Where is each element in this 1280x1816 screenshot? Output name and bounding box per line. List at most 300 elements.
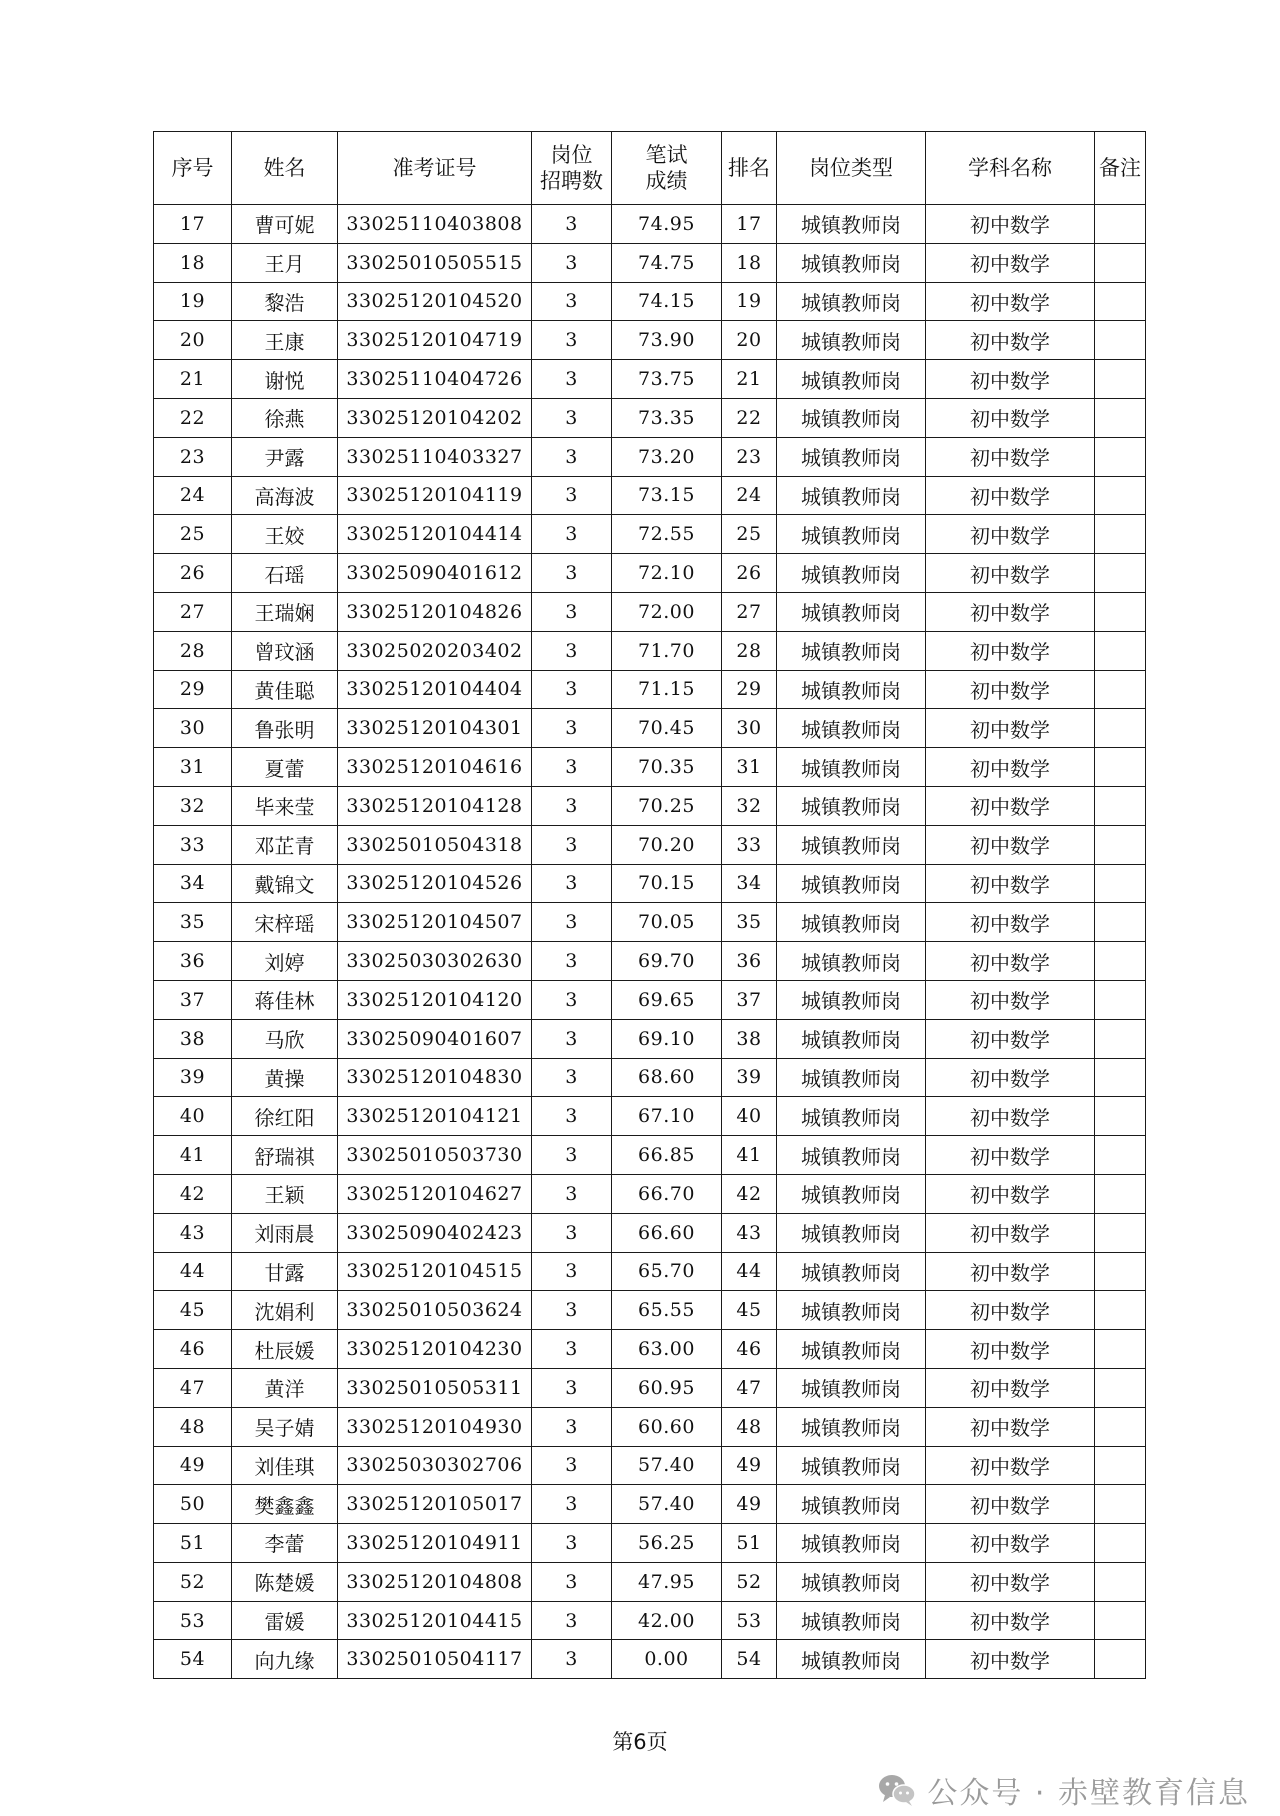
cell-post-type: 城镇教师岗 (777, 748, 926, 787)
cell-score: 70.45 (612, 709, 722, 748)
table-row (154, 1213, 1146, 1252)
table-row (154, 1174, 1146, 1213)
cell-subject: 初中数学 (926, 243, 1095, 282)
cell-seq: 38 (154, 1019, 232, 1058)
table-row (154, 437, 1146, 476)
cell-quota: 3 (532, 1136, 612, 1175)
cell-seq: 35 (154, 903, 232, 942)
cell-quota: 3 (532, 786, 612, 825)
cell-name: 王康 (232, 321, 338, 360)
cell-score: 73.20 (612, 437, 722, 476)
cell-seq: 52 (154, 1562, 232, 1601)
cell-score: 72.00 (612, 592, 722, 631)
cell-score: 66.70 (612, 1174, 722, 1213)
cell-seq: 24 (154, 476, 232, 515)
cell-quota: 3 (532, 1252, 612, 1291)
cell-ticket: 33025110404726 (338, 360, 532, 399)
cell-quota: 3 (532, 243, 612, 282)
cell-subject: 初中数学 (926, 1524, 1095, 1563)
cell-subject: 初中数学 (926, 748, 1095, 787)
cell-seq: 30 (154, 709, 232, 748)
cell-name: 甘露 (232, 1252, 338, 1291)
cell-ticket: 33025120104121 (338, 1097, 532, 1136)
cell-subject: 初中数学 (926, 1407, 1095, 1446)
cell-rank: 51 (722, 1524, 777, 1563)
cell-name: 向九缘 (232, 1640, 338, 1679)
header-rank: 排名 (722, 132, 777, 205)
cell-remark (1095, 205, 1146, 244)
cell-remark (1095, 942, 1146, 981)
cell-subject: 初中数学 (926, 864, 1095, 903)
cell-post-type: 城镇教师岗 (777, 670, 926, 709)
table-row (154, 1252, 1146, 1291)
cell-remark (1095, 476, 1146, 515)
cell-quota: 3 (532, 942, 612, 981)
cell-score: 70.25 (612, 786, 722, 825)
cell-rank: 33 (722, 825, 777, 864)
cell-quota: 3 (532, 205, 612, 244)
cell-post-type: 城镇教师岗 (777, 1485, 926, 1524)
cell-score: 73.75 (612, 360, 722, 399)
table-row (154, 1019, 1146, 1058)
cell-name: 刘婷 (232, 942, 338, 981)
cell-seq: 40 (154, 1097, 232, 1136)
table-row (154, 631, 1146, 670)
cell-rank: 48 (722, 1407, 777, 1446)
cell-remark (1095, 321, 1146, 360)
cell-remark (1095, 709, 1146, 748)
cell-rank: 25 (722, 515, 777, 554)
cell-quota: 3 (532, 748, 612, 787)
cell-seq: 50 (154, 1485, 232, 1524)
cell-subject: 初中数学 (926, 1136, 1095, 1175)
cell-rank: 54 (722, 1640, 777, 1679)
cell-ticket: 33025030302706 (338, 1446, 532, 1485)
cell-rank: 22 (722, 398, 777, 437)
cell-subject: 初中数学 (926, 437, 1095, 476)
cell-subject: 初中数学 (926, 554, 1095, 593)
cell-quota: 3 (532, 1640, 612, 1679)
cell-remark (1095, 903, 1146, 942)
table-row (154, 554, 1146, 593)
cell-name: 沈娟利 (232, 1291, 338, 1330)
cell-score: 70.20 (612, 825, 722, 864)
cell-rank: 44 (722, 1252, 777, 1291)
cell-remark (1095, 1019, 1146, 1058)
cell-name: 曹可妮 (232, 205, 338, 244)
page-number: 第6页 (612, 1730, 668, 1754)
watermark (877, 1768, 1250, 1812)
cell-name: 李蕾 (232, 1524, 338, 1563)
cell-remark (1095, 1291, 1146, 1330)
cell-ticket: 33025120104404 (338, 670, 532, 709)
cell-subject: 初中数学 (926, 321, 1095, 360)
cell-ticket: 33025010503730 (338, 1136, 532, 1175)
cell-quota: 3 (532, 1058, 612, 1097)
cell-score: 74.95 (612, 205, 722, 244)
cell-rank: 43 (722, 1213, 777, 1252)
cell-subject: 初中数学 (926, 980, 1095, 1019)
cell-name: 王姣 (232, 515, 338, 554)
cell-seq: 54 (154, 1640, 232, 1679)
cell-name: 曾玟涵 (232, 631, 338, 670)
cell-score: 69.65 (612, 980, 722, 1019)
cell-post-type: 城镇教师岗 (777, 980, 926, 1019)
cell-name: 黄操 (232, 1058, 338, 1097)
cell-ticket: 33025120104120 (338, 980, 532, 1019)
cell-score: 74.15 (612, 282, 722, 321)
cell-score: 71.70 (612, 631, 722, 670)
cell-score: 66.60 (612, 1213, 722, 1252)
cell-subject: 初中数学 (926, 1291, 1095, 1330)
cell-remark (1095, 1562, 1146, 1601)
cell-ticket: 33025020203402 (338, 631, 532, 670)
cell-subject: 初中数学 (926, 1174, 1095, 1213)
cell-seq: 22 (154, 398, 232, 437)
cell-score: 73.90 (612, 321, 722, 360)
cell-rank: 24 (722, 476, 777, 515)
cell-quota: 3 (532, 398, 612, 437)
cell-remark (1095, 1136, 1146, 1175)
cell-seq: 46 (154, 1330, 232, 1369)
cell-score: 70.35 (612, 748, 722, 787)
cell-quota: 3 (532, 670, 612, 709)
table-body (154, 205, 1146, 1679)
table-row (154, 243, 1146, 282)
cell-post-type: 城镇教师岗 (777, 825, 926, 864)
cell-ticket: 33025110403808 (338, 205, 532, 244)
cell-subject: 初中数学 (926, 515, 1095, 554)
header-seq: 序号 (154, 132, 232, 205)
table-row (154, 1330, 1146, 1369)
cell-rank: 32 (722, 786, 777, 825)
cell-seq: 21 (154, 360, 232, 399)
table-row (154, 1485, 1146, 1524)
cell-ticket: 33025090402423 (338, 1213, 532, 1252)
table-row (154, 321, 1146, 360)
cell-post-type: 城镇教师岗 (777, 515, 926, 554)
cell-ticket: 33025120104627 (338, 1174, 532, 1213)
cell-quota: 3 (532, 1562, 612, 1601)
cell-subject: 初中数学 (926, 709, 1095, 748)
cell-ticket: 33025120104415 (338, 1601, 532, 1640)
cell-score: 60.60 (612, 1407, 722, 1446)
watermark-text: 公众号 · 赤壁教育信息 (927, 1776, 1250, 1811)
cell-remark (1095, 1485, 1146, 1524)
cell-quota: 3 (532, 1446, 612, 1485)
cell-name: 黄洋 (232, 1368, 338, 1407)
cell-name: 石瑶 (232, 554, 338, 593)
cell-ticket: 33025010504117 (338, 1640, 532, 1679)
cell-rank: 40 (722, 1097, 777, 1136)
cell-quota: 3 (532, 360, 612, 399)
cell-name: 王月 (232, 243, 338, 282)
cell-score: 73.35 (612, 398, 722, 437)
cell-ticket: 33025120104507 (338, 903, 532, 942)
cell-rank: 23 (722, 437, 777, 476)
cell-post-type: 城镇教师岗 (777, 592, 926, 631)
cell-ticket: 33025120104202 (338, 398, 532, 437)
cell-quota: 3 (532, 282, 612, 321)
cell-rank: 47 (722, 1368, 777, 1407)
cell-seq: 17 (154, 205, 232, 244)
cell-subject: 初中数学 (926, 1330, 1095, 1369)
cell-remark (1095, 748, 1146, 787)
cell-post-type: 城镇教师岗 (777, 1097, 926, 1136)
cell-seq: 26 (154, 554, 232, 593)
cell-quota: 3 (532, 554, 612, 593)
cell-rank: 26 (722, 554, 777, 593)
cell-seq: 51 (154, 1524, 232, 1563)
cell-rank: 45 (722, 1291, 777, 1330)
table-row (154, 1368, 1146, 1407)
cell-seq: 44 (154, 1252, 232, 1291)
cell-rank: 20 (722, 321, 777, 360)
header-ticket: 准考证号 (338, 132, 532, 205)
cell-remark (1095, 592, 1146, 631)
cell-remark (1095, 1640, 1146, 1679)
cell-remark (1095, 1524, 1146, 1563)
cell-quota: 3 (532, 515, 612, 554)
cell-post-type: 城镇教师岗 (777, 282, 926, 321)
cell-subject: 初中数学 (926, 398, 1095, 437)
cell-seq: 43 (154, 1213, 232, 1252)
cell-remark (1095, 398, 1146, 437)
cell-post-type: 城镇教师岗 (777, 437, 926, 476)
cell-subject: 初中数学 (926, 786, 1095, 825)
cell-name: 王瑞娴 (232, 592, 338, 631)
cell-rank: 34 (722, 864, 777, 903)
cell-rank: 28 (722, 631, 777, 670)
table-row (154, 1524, 1146, 1563)
header-score: 笔试 成绩 (612, 132, 722, 205)
cell-seq: 42 (154, 1174, 232, 1213)
cell-post-type: 城镇教师岗 (777, 476, 926, 515)
cell-post-type: 城镇教师岗 (777, 1330, 926, 1369)
cell-remark (1095, 825, 1146, 864)
cell-ticket: 33025120104911 (338, 1524, 532, 1563)
cell-remark (1095, 243, 1146, 282)
cell-score: 66.85 (612, 1136, 722, 1175)
cell-rank: 52 (722, 1562, 777, 1601)
cell-ticket: 33025120104414 (338, 515, 532, 554)
cell-name: 马欣 (232, 1019, 338, 1058)
cell-quota: 3 (532, 1174, 612, 1213)
cell-score: 57.40 (612, 1485, 722, 1524)
cell-subject: 初中数学 (926, 1485, 1095, 1524)
cell-quota: 3 (532, 1213, 612, 1252)
cell-post-type: 城镇教师岗 (777, 243, 926, 282)
cell-post-type: 城镇教师岗 (777, 1058, 926, 1097)
cell-remark (1095, 1407, 1146, 1446)
cell-ticket: 33025090401607 (338, 1019, 532, 1058)
header-post-type: 岗位类型 (777, 132, 926, 205)
cell-seq: 32 (154, 786, 232, 825)
cell-rank: 21 (722, 360, 777, 399)
cell-post-type: 城镇教师岗 (777, 903, 926, 942)
cell-score: 65.55 (612, 1291, 722, 1330)
cell-rank: 37 (722, 980, 777, 1019)
cell-score: 69.70 (612, 942, 722, 981)
header-name: 姓名 (232, 132, 338, 205)
cell-subject: 初中数学 (926, 360, 1095, 399)
cell-remark (1095, 437, 1146, 476)
cell-quota: 3 (532, 1601, 612, 1640)
cell-rank: 18 (722, 243, 777, 282)
cell-rank: 46 (722, 1330, 777, 1369)
cell-name: 鲁张明 (232, 709, 338, 748)
header-remark: 备注 (1095, 132, 1146, 205)
cell-quota: 3 (532, 1097, 612, 1136)
cell-remark (1095, 554, 1146, 593)
cell-quota: 3 (532, 1019, 612, 1058)
cell-quota: 3 (532, 825, 612, 864)
cell-ticket: 33025010505515 (338, 243, 532, 282)
table-row (154, 592, 1146, 631)
cell-remark (1095, 1368, 1146, 1407)
cell-score: 65.70 (612, 1252, 722, 1291)
cell-subject: 初中数学 (926, 205, 1095, 244)
cell-seq: 37 (154, 980, 232, 1019)
cell-quota: 3 (532, 1524, 612, 1563)
cell-rank: 31 (722, 748, 777, 787)
cell-name: 尹露 (232, 437, 338, 476)
cell-name: 雷媛 (232, 1601, 338, 1640)
cell-remark (1095, 980, 1146, 1019)
cell-post-type: 城镇教师岗 (777, 1640, 926, 1679)
cell-seq: 27 (154, 592, 232, 631)
table-row (154, 360, 1146, 399)
cell-post-type: 城镇教师岗 (777, 1213, 926, 1252)
table-row (154, 786, 1146, 825)
cell-score: 0.00 (612, 1640, 722, 1679)
cell-ticket: 33025120104930 (338, 1407, 532, 1446)
cell-quota: 3 (532, 709, 612, 748)
table-row (154, 942, 1146, 981)
table-row (154, 1058, 1146, 1097)
cell-subject: 初中数学 (926, 282, 1095, 321)
cell-score: 72.10 (612, 554, 722, 593)
cell-remark (1095, 1174, 1146, 1213)
cell-post-type: 城镇教师岗 (777, 321, 926, 360)
cell-remark (1095, 670, 1146, 709)
cell-quota: 3 (532, 631, 612, 670)
header-subject: 学科名称 (926, 132, 1095, 205)
cell-subject: 初中数学 (926, 903, 1095, 942)
cell-subject: 初中数学 (926, 476, 1095, 515)
cell-score: 72.55 (612, 515, 722, 554)
cell-ticket: 33025120104520 (338, 282, 532, 321)
cell-quota: 3 (532, 1291, 612, 1330)
cell-ticket: 33025010503624 (338, 1291, 532, 1330)
cell-quota: 3 (532, 1330, 612, 1369)
cell-post-type: 城镇教师岗 (777, 360, 926, 399)
cell-quota: 3 (532, 903, 612, 942)
cell-score: 42.00 (612, 1601, 722, 1640)
cell-seq: 53 (154, 1601, 232, 1640)
cell-name: 邓芷青 (232, 825, 338, 864)
cell-post-type: 城镇教师岗 (777, 1174, 926, 1213)
cell-seq: 45 (154, 1291, 232, 1330)
cell-post-type: 城镇教师岗 (777, 1601, 926, 1640)
table-row (154, 205, 1146, 244)
cell-post-type: 城镇教师岗 (777, 1562, 926, 1601)
cell-name: 戴锦文 (232, 864, 338, 903)
wechat-icon (877, 1772, 917, 1808)
table-row (154, 515, 1146, 554)
cell-name: 宋梓瑶 (232, 903, 338, 942)
cell-quota: 3 (532, 980, 612, 1019)
cell-rank: 27 (722, 592, 777, 631)
cell-name: 樊鑫鑫 (232, 1485, 338, 1524)
cell-remark (1095, 1097, 1146, 1136)
cell-ticket: 33025030302630 (338, 942, 532, 981)
table-row (154, 748, 1146, 787)
cell-name: 舒瑞祺 (232, 1136, 338, 1175)
cell-rank: 49 (722, 1485, 777, 1524)
cell-post-type: 城镇教师岗 (777, 631, 926, 670)
table-row (154, 980, 1146, 1019)
cell-score: 56.25 (612, 1524, 722, 1563)
cell-score: 73.15 (612, 476, 722, 515)
cell-quota: 3 (532, 1407, 612, 1446)
cell-seq: 31 (154, 748, 232, 787)
cell-seq: 33 (154, 825, 232, 864)
cell-quota: 3 (532, 476, 612, 515)
cell-seq: 20 (154, 321, 232, 360)
table-row (154, 903, 1146, 942)
cell-ticket: 33025120104719 (338, 321, 532, 360)
cell-rank: 36 (722, 942, 777, 981)
cell-seq: 19 (154, 282, 232, 321)
table-row (154, 670, 1146, 709)
cell-score: 67.10 (612, 1097, 722, 1136)
cell-score: 70.05 (612, 903, 722, 942)
cell-subject: 初中数学 (926, 825, 1095, 864)
cell-seq: 49 (154, 1446, 232, 1485)
cell-remark (1095, 1601, 1146, 1640)
cell-subject: 初中数学 (926, 592, 1095, 631)
cell-subject: 初中数学 (926, 1252, 1095, 1291)
cell-subject: 初中数学 (926, 1097, 1095, 1136)
cell-post-type: 城镇教师岗 (777, 1368, 926, 1407)
cell-name: 陈楚媛 (232, 1562, 338, 1601)
cell-quota: 3 (532, 1485, 612, 1524)
cell-score: 74.75 (612, 243, 722, 282)
cell-post-type: 城镇教师岗 (777, 1291, 926, 1330)
cell-subject: 初中数学 (926, 942, 1095, 981)
cell-subject: 初中数学 (926, 670, 1095, 709)
cell-ticket: 33025010504318 (338, 825, 532, 864)
cell-ticket: 33025120105017 (338, 1485, 532, 1524)
cell-rank: 19 (722, 282, 777, 321)
cell-name: 吴子婧 (232, 1407, 338, 1446)
cell-quota: 3 (532, 592, 612, 631)
cell-ticket: 33025090401612 (338, 554, 532, 593)
cell-ticket: 33025120104616 (338, 748, 532, 787)
cell-subject: 初中数学 (926, 1640, 1095, 1679)
cell-quota: 3 (532, 437, 612, 476)
table-row (154, 1136, 1146, 1175)
cell-remark (1095, 1252, 1146, 1291)
cell-remark (1095, 360, 1146, 399)
table-row (154, 1097, 1146, 1136)
cell-quota: 3 (532, 1368, 612, 1407)
cell-seq: 25 (154, 515, 232, 554)
cell-post-type: 城镇教师岗 (777, 1407, 926, 1446)
cell-name: 谢悦 (232, 360, 338, 399)
cell-rank: 29 (722, 670, 777, 709)
